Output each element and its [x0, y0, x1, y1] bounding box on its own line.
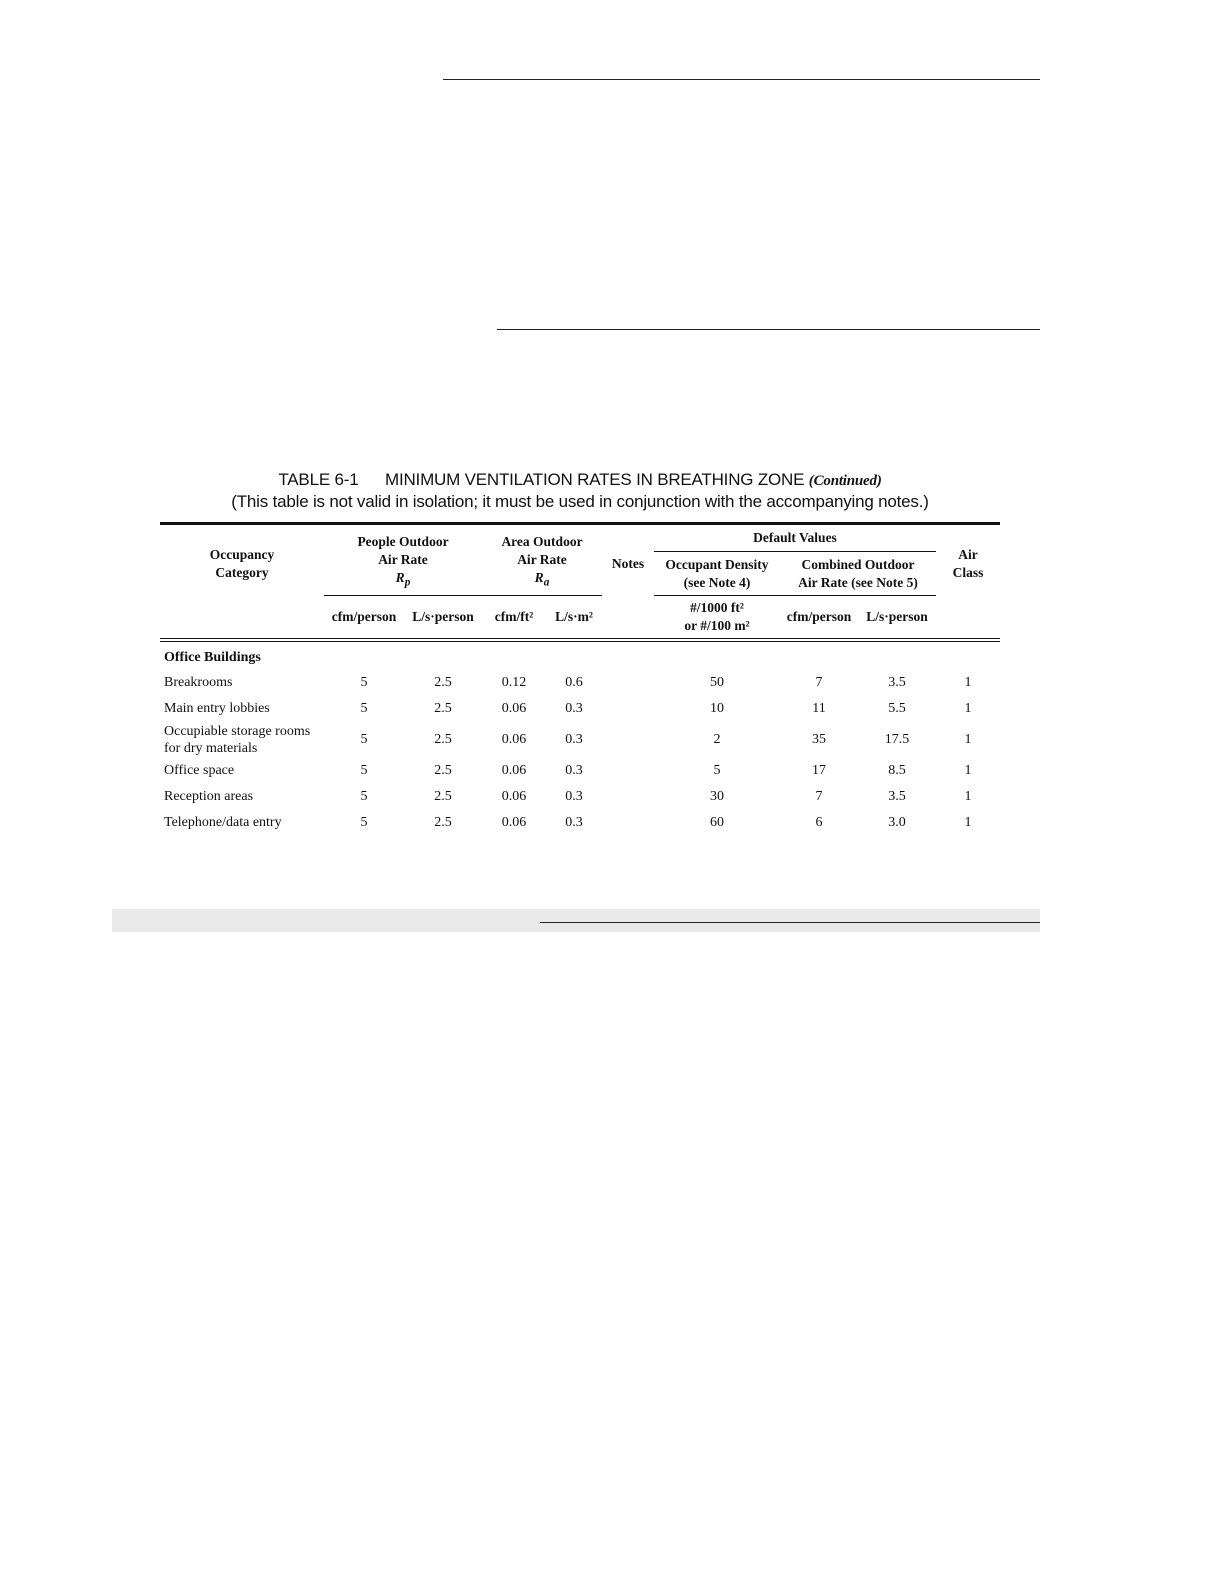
- cell-category: Reception areas: [164, 789, 254, 804]
- header-air-class: Air Class: [936, 524, 1000, 596]
- header-default-values: Default Values: [654, 524, 936, 552]
- unit-comb-ls: L/s·person: [858, 596, 936, 640]
- cell-rp-cfm: 5: [360, 701, 368, 716]
- cell-notes: [602, 722, 654, 758]
- table-title: [160, 470, 1000, 512]
- cell-comb-cfm: 7: [815, 675, 823, 690]
- table-row: [160, 670, 1000, 696]
- cell-comb-ls: 8.5: [888, 763, 906, 778]
- cell-rp-ls: 2.5: [434, 815, 452, 830]
- cell-comb-cfm: 6: [815, 815, 823, 830]
- header-combined-rate: Combined Outdoor Air Rate (see Note 5): [780, 552, 936, 596]
- unit-airclass-blank: [936, 596, 1000, 640]
- cell-rp-cfm: 5: [360, 732, 368, 747]
- unit-comb-cfm: cfm/person: [780, 596, 858, 640]
- cell-ra-cfm: 0.06: [501, 732, 527, 747]
- cell-ra-cfm: 0.06: [501, 701, 527, 716]
- cell-rp-ls: 2.5: [434, 732, 452, 747]
- cell-comb-ls: 3.0: [888, 815, 906, 830]
- cell-rp-cfm: 5: [360, 763, 368, 778]
- table-row: [160, 810, 1000, 836]
- cell-category: Telephone/data entry: [164, 815, 282, 830]
- cell-comb-cfm: 7: [815, 789, 823, 804]
- cell-rp-ls: 2.5: [434, 675, 452, 690]
- unit-blank: [160, 596, 324, 640]
- cell-comb-cfm: 17: [812, 763, 826, 778]
- cell-rp-cfm: 5: [360, 815, 368, 830]
- cell-comb-ls: 3.5: [888, 675, 906, 690]
- cell-air-class: 1: [964, 815, 972, 830]
- unit-rp-ls: L/s·person: [404, 596, 482, 640]
- cell-comb-ls: 5.5: [888, 701, 906, 716]
- unit-ra-cfm: cfm/ft²: [482, 596, 546, 640]
- group-office-buildings: Office Buildings: [164, 650, 261, 665]
- table-row: [160, 722, 1000, 758]
- cell-rp-cfm: 5: [360, 675, 368, 690]
- unit-ra-ls: L/s·m²: [546, 596, 602, 640]
- table-row: [160, 696, 1000, 722]
- table-continued: (Continued): [808, 473, 882, 489]
- cell-notes: [602, 696, 654, 722]
- cell-density: 10: [710, 701, 724, 716]
- cell-air-class: 1: [964, 701, 972, 716]
- cell-ra-ls: 0.3: [565, 815, 583, 830]
- cell-category: Office space: [164, 763, 235, 778]
- cell-notes: [602, 784, 654, 810]
- table-row: [160, 758, 1000, 784]
- top-rule: [443, 79, 1040, 80]
- cell-ra-ls: 0.3: [565, 701, 583, 716]
- table-row: [160, 784, 1000, 810]
- unit-rp-cfm: cfm/person: [324, 596, 404, 640]
- cell-ra-cfm: 0.06: [501, 789, 527, 804]
- cell-notes: [602, 810, 654, 836]
- cell-notes: [602, 670, 654, 696]
- cell-ra-ls: 0.3: [565, 789, 583, 804]
- table-number: TABLE 6-1: [278, 470, 359, 489]
- cell-notes: [602, 758, 654, 784]
- cell-air-class: 1: [964, 763, 972, 778]
- cell-density: 5: [713, 763, 721, 778]
- header-people-rate: People Outdoor Air Rate $R_p$: [324, 524, 482, 596]
- cell-rp-ls: 2.5: [434, 701, 452, 716]
- cell-air-class: 1: [964, 675, 972, 690]
- cell-ra-ls: 0.6: [565, 675, 583, 690]
- cell-density: 60: [710, 815, 724, 830]
- cell-air-class: 1: [964, 789, 972, 804]
- cell-comb-cfm: 11: [812, 701, 826, 716]
- cell-category: Main entry lobbies: [164, 701, 270, 716]
- cell-ra-cfm: 0.12: [501, 675, 527, 690]
- header-area-rate: Area Outdoor Air Rate $R_a$: [482, 524, 602, 596]
- cell-category: Breakrooms: [164, 675, 233, 690]
- header-notes: Notes: [602, 524, 654, 596]
- table-subtitle: (This table is not valid in isolation; it must be used in conjunction with the accompanying notes.): [231, 492, 929, 511]
- cell-ra-cfm: 0.06: [501, 763, 527, 778]
- cell-density: 30: [710, 789, 724, 804]
- cell-comb-ls: 3.5: [888, 789, 906, 804]
- cell-rp-ls: 2.5: [434, 789, 452, 804]
- ventilation-rates-table: [160, 522, 1000, 836]
- cell-rp-ls: 2.5: [434, 763, 452, 778]
- cell-comb-ls: 17.5: [884, 732, 910, 747]
- header-occupant-density: Occupant Density (see Note 4): [654, 552, 780, 596]
- header-occupancy-category: Occupancy Category: [160, 524, 324, 596]
- cell-rp-cfm: 5: [360, 789, 368, 804]
- table-title-text: MINIMUM VENTILATION RATES IN BREATHING ZONE: [385, 470, 805, 489]
- cell-air-class: 1: [964, 732, 972, 747]
- cell-ra-ls: 0.3: [565, 732, 583, 747]
- cell-comb-cfm: 35: [812, 732, 826, 747]
- cell-category: Occupiable storage rooms for dry materials: [164, 723, 311, 756]
- cell-density: 50: [710, 675, 724, 690]
- unit-density: #/1000 ft² or #/100 m²: [654, 596, 780, 640]
- footer-band: [112, 909, 1040, 932]
- bottom-rule: [540, 922, 1040, 923]
- cell-ra-ls: 0.3: [565, 763, 583, 778]
- unit-notes-blank: [602, 596, 654, 640]
- cell-density: 2: [713, 732, 721, 747]
- middle-rule: [497, 329, 1040, 330]
- cell-ra-cfm: 0.06: [501, 815, 527, 830]
